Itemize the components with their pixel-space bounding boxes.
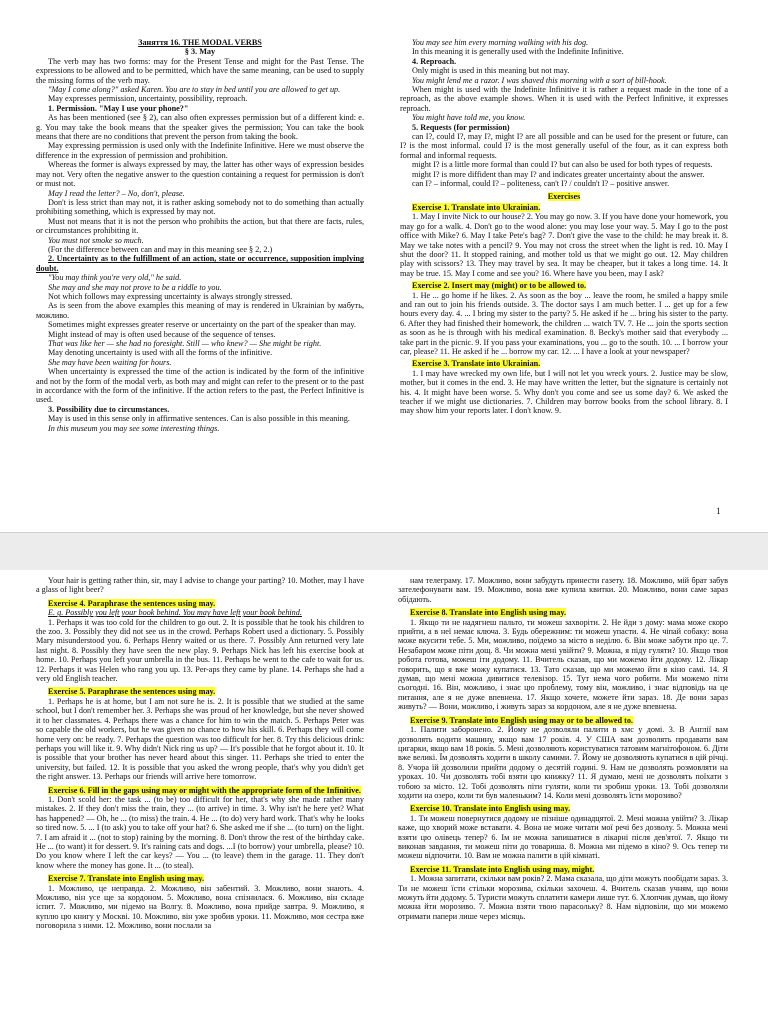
paragraph: can I? – informal, could I? – politeness, can't I? / couldn't I? – positive answer. (412, 179, 670, 189)
subheading: 2. Uncertainty as to the fulfillment of an action, state or occurrence, supposition implying doubt. (36, 254, 364, 273)
page1-left-column (36, 38, 364, 433)
example: You may see him every morning walking with his dog. (412, 38, 589, 47)
exercise-8-text: 1. Якщо ти не надягнеш пальто, ти можеш захворіти. 2. Не йди з дому: мама може скоро прийти, а в неї немає ключа. 3. Будь обережним: ти можеш упасти. 4. Не чіпай собаку: вона може вкусити тебе. 5. Ми, можливо, поїдемо за місто в неділю. 6. Він може забути про це. 7. Незабаром може піти дощ. 8. Чи можна мені увійти? 9. Можна, я піду гуляти? 10. Якщо твоя робота готова, можеш іти додому. 11. Вчитель сказав, що ми можемо йти додому. 12. Лікар говорить, що я вже можу купатися. 13. Тато сказав, що ми можемо йти в кіно самі. 14. Я думав, що мені можна дивитися телевізор. 15. Тут нема чого робити. Ми можемо піти сьогодні. 16. Він, можливо, і знає цю проблему, тому він, можливо, і знає відповідь на це питання, але я не дуже впевнена. 17. Якщо хочете, можете йти зараз. 18. Де вони зараз живуть? — Вони, можливо, і живуть зараз за кордоном, але я не дуже впевнена. (398, 617, 728, 712)
paragraph: Only might is used in this meaning but not may. (412, 66, 570, 76)
exercise-5-title: Exercise 5. Paraphrase the sentences using may. (48, 687, 216, 697)
subheading: 5. Requests (for permission) (412, 122, 510, 132)
section-heading: § 3. May (184, 47, 216, 57)
paragraph: Whereas the former is always expressed by may, the latter has other ways of expression besides may not. Very often the negative answer to the question containing a request for permission is don't or must not. (36, 160, 364, 189)
paragraph: May expresses permission, uncertainty, possibility, reproach. (48, 94, 248, 104)
paragraph: As is seen from the above examples this meaning of may is rendered in Ukrainian by мабуть, можливо. (36, 301, 364, 320)
paragraph: might I? is more diffident than may I? and indicates greater uncertainty about the answer. (412, 169, 705, 179)
paragraph: When might is used with the Indefinite Infinitive it is rather a request made in the tone of a reproach, as the above example shows. When it is used with the Perfect Infinitive, it expresses reproach. (400, 85, 728, 113)
exercise-1-text: 1. May I invite Nick to our house? 2. You may go now. 3. If you have done your homework, you may go for a walk. 4. Don't go to the wood alone: you may lose your way. 5. May I go to the post office with Mike? 6. May I take Pete's bag? 7. Don't give the vase to the child: he may break it. 8. May we take notes with a pencil? 9. You may not cross the street when the light is red. 10. May I shut the door? 11. It stopped raining, and mother told us that we might go out. 12. May children play with scissors? 13. They may travel by sea. It may be cheaper, but it takes a long time. 14. It may be true. 15. May I come and see you? 16. Where have you been, may I ask? (400, 212, 729, 278)
exercise-7-text: 1. Можливо, це неправда. 2. Можливо, він забентий. 3. Можливо, вони знають. 4. Можливо, він усе ще за кордоном. 5. Можливо, вона спізнилася. 6. Можливо, він складе іспит. 7. Можливо, ми підемо на Волгу. 8. Можливо, вона прийде завтра. 9. Можливо, я куплю цю книгу у Москві. 10. Можливо, він уже зробив уроки. 11. Можливо, моя сестра вже поговорила з ними. 12. Можливо, вони послали за (36, 883, 364, 931)
exercise-11-title: Exercise 11. Translate into English using may, might. (410, 864, 595, 874)
paragraph: Your hair is getting rather thin, sir, may I advise to change your parting? 10. Mother, may I have a glass of light beer? (36, 576, 364, 595)
paragraph: May denoting uncertainty is used with all the forms of the infinitive. (48, 348, 273, 358)
lesson-title: Заняття 16. THE MODAL VERBS (138, 38, 262, 47)
exercise-6-title: Exercise 6. Fill in the gaps using may or might with the appropriate form of the Infinitive. (48, 785, 361, 795)
example: "You may think you're very old," he said. (48, 273, 182, 283)
exercise-4-example: E. g. Possibly you left your book behind. You may have left your book behind. (48, 608, 302, 618)
exercise-2-title: Exercise 2. Insert may (might) or to be allowed to. (412, 281, 587, 291)
example: You might have told me, you know. (412, 113, 526, 123)
exercise-9-text: 1. Палити заборонено. 2. Йому не дозволяли палити в хмс у домі. 3. В Англії вам дозволять водити машину, якщо вам 17 років. 4. У США вам дозволять продавати вам цигарки, якщо вам 18 років. 5. Мені дозволяють користуватися татовим магнітофоном. 6. Діти вже великі. Їм дозволять ходити в школу самими. 7. Йому не дозволяють купатися в цій річці. 8. Учора їй дозволили прийти додому о десятій годині. 9. Нам не дозволять розмовляти на уроках. 10. Чи дозволять тобі взяти цю книжку? 11. Я думаю, мені не дозволять поїхати з тобою за місто. 12. Тобі дозволять піти гуляти, коли ти зробиш уроки. 13. Тобі дозволяли ходити на озеро, коли ти був маленьким? 14. Коли мені дозволять їсти морозиво? (398, 725, 728, 800)
paragraph: might I? is a little more formal than could I? but can also be used for both types of requests. (412, 160, 713, 170)
example: May I read the letter? – No, don't, please. (48, 188, 185, 198)
exercise-3-text: 1. I may have wrecked my own life, but I will not let you wreck yours. 2. Justice may be slow, mother, but it comes in the end. 3. He may have written the letter, but the signature is certainly not his. 4. It might have been worse. 5. Why don't you come and see us some day? 6. We asked the teacher if we might use dictionaries. 7. Children may borrow books from the school library. 8. I may show him your reports later. I don't know. 9. (400, 368, 728, 416)
subheading: 4. Reproach. (412, 56, 457, 66)
exercise-10-text: 1. Ти можеш повернутися додому не пізніше одинадцятої. 2. Мені можна увійти? 3. Лікар каже, що хворий може вставати. 4. Вона не може читати мої речі без дозволу. 5. Можна мені взяти цю олівець тепер? 6. Ім не можна запишатися в лікарні після дев'ятої. 7. Якщо ти виконав завдання, ти можеш піти до товариша. 8. Можна ми підемо в кіно? 9. Ось тепер ти можеш відпочити. 10. Вам не можна палити в цій кімнаті. (398, 813, 728, 861)
paragraph: When uncertainty is expressed the time of the action is indicated by the form of the infinitive and not by the form of the modal verb, as both may and might can refer to the present or to the past in accordance with the form of the infinitive. If the action refers to the past, the Perfect Infinitive is used. (36, 367, 364, 405)
paragraph: Sometimes might expresses greater reserve or uncertainty on the part of the speaker than may. (48, 320, 356, 330)
page2-right-column (398, 576, 728, 921)
paragraph: Not which follows may expressing uncertainty is always strongly stressed. (48, 291, 293, 301)
exercise-3-title: Exercise 3. Translate into Ukrainian. (412, 359, 541, 369)
exercise-9-title: Exercise 9. Translate into English using may or to be allowed to. (410, 715, 633, 725)
paragraph: Might instead of may is often used because of the sequence of tenses. (48, 329, 276, 339)
page1-right-column (400, 38, 728, 416)
paragraph: can I?, could I?, may I?, might I? are all possible and can be used for the present or future, can I? is the most informal. could I? is the most generally useful of the four, as it can express both formal and informal requests. (400, 132, 728, 160)
paragraph: The verb may has two forms: may for the Present Tense and might for the Past Tense. The expressions to be allowed and to be permitted, which have the same meaning, can be used to supply the missing forms of the verb may. (36, 56, 364, 85)
paragraph: (For the difference between can and may in this meaning see § 2, 2.) (48, 244, 273, 254)
page2-left-column (36, 576, 364, 931)
subheading: 1. Permission. "May I use your phone?" (48, 103, 189, 113)
exercises-heading: Exercises (547, 191, 581, 201)
paragraph: May expressing permission is used only with the Indefinite Infinitive. Here we must observe the difference in the expression of permission and prohibition. (36, 141, 364, 160)
exercise-7-title: Exercise 7. Translate into English using may. (48, 874, 205, 884)
paragraph: As has been mentioned (see § 2), can also often expresses permission but of a different kind: e. g. You may take the book means that the speaker gives the permission; You can take the book means that there are no conditions that prevent the person from taking the book. (36, 113, 364, 142)
example: She may and she may not prove to be a riddle to you. (48, 282, 222, 292)
paragraph: May is used in this sense only in affirmative sentences. Can is also possible in this meaning. (48, 414, 350, 424)
paragraph: Must not means that it is not the person who prohibits the action, but that there are facts, rules, or circumstances prohibiting it. (36, 216, 364, 236)
exercise-8-title: Exercise 8. Translate into English using may. (410, 608, 567, 618)
page-gap (0, 532, 768, 572)
example: You must not smoke so much. (48, 235, 144, 245)
paragraph: In this meaning it is generally used with the Indefinite Infinitive. (412, 47, 624, 57)
exercise-10-title: Exercise 10. Translate into English using may. (410, 804, 571, 814)
example: You might lend me a razor. I was shaved this morning with a sort of bill-hook. (412, 75, 667, 85)
exercise-4-title: Exercise 4. Paraphrase the sentences using may. (48, 598, 216, 608)
exercise-2-text: 1. He ... go home if he likes. 2. As soon as the boy ... leave the room, he smiled a happy smile and ran out to join his friends outside. 3. The doctor says I am much better. I ... get up for a few hours every day. 4. ... I bring my sister to the party? 5. He asked if he ... bring his sister to the party. 6. After they had finished their homework, the children ... watch TV. 7. He ... join the sports section as soon as he is through with his medical examination. 8. Becky's mother said that everybody ... take part in the picnic. 9. If you pass your examinations, you ... go to the south. 10. ... I borrow your car, please? 11. He asked if he ... borrow my car. 12. ... I have a look at your newspaper? (400, 290, 728, 356)
subheading: 3. Possibility due to circumstances. (48, 404, 170, 414)
exercise-4-text: 1. Perhaps it was too cold for the children to go out. 2. It is possible that he took his children to the zoo. 3. Possibly they did not see us in the crowd. Perhaps Robert used a dictionary. 5. Possibly Mary misunderstood you. 6. Perhaps Henry waited or us there. 7. Possibly Ann returned very late last night. 8. Possibly they have seen the new play. 9. Perhaps Nick has left his exercise book at home. 10. Perhaps you left your umbrella in the bus. 11. Perhaps he went to the cafe to wait for us. 12. Perhaps it was Helen who rang you up. 13. Per-aps they came by plane. 14. Perhaps she had a very old English teacher. (36, 617, 364, 684)
exercise-11-text: 1. Можна запитати, скільки вам років? 2. Мама сказала, що діти можуть пообідати зараз. 3. Ти не можеш їсти стільки морозива, скільки захочеш. 4. Вчитель сказав учням, що вони можуть йти додому. 5. Туристи можуть сплатити камери лише тут. 6. Хлопчик думав, що йому можна йти морозиво. 7. Можна взяти твою парасольку? 8. Нам відповіли, що ми можемо отримати папери лише через місяць. (398, 874, 728, 921)
exercise-1-title: Exercise 1. Translate into Ukrainian. (412, 202, 541, 212)
paragraph: нам телеграму. 17. Можливо, вони забудуть принести газету. 18. Можливо, мій брат забув зателефонувати вам. 19. Можливо, вона вже купила квитки. 20. Можливо, вони саме зараз обідають. (398, 576, 728, 604)
example: In this museum you may see some interesting things. (48, 423, 220, 433)
page-number: 1 (716, 506, 721, 516)
example: "May I come along?" asked Karen. You are to stay in bed until you are allowed to get up. (48, 85, 341, 95)
exercise-6-text: 1. Don't scold her: the task ... (to be) too difficult for her, that's why she made rather many mistakes. 2. If they don't miss the train, they ... (to arrive) in time. 3. Why isn't he here yet? What has happened? — Oh, he ... (to miss) the train. 4. He ... (to do) very hard work. That's why he looks so tired now. 5. ... I (to ask) you to take off your hat? 6. She asked me if she ... (to turn) on the light. 7. I am afraid it ... (not to stop) raining by the morning. 8. Don't throw the rest of the birthday cake. He ... (to want) it for dessert. 9. It's raining cats and dogs. ...I (to borrow) your umbrella, please? 10. Do you know where I left the car keys? — You ... (to leave) them in the garage. 11. They don't know where the money has gone. It ... (to steal). (36, 794, 364, 870)
example: She may have been waiting for hours. (48, 357, 172, 367)
example: That was like her — she had no foresight. Still — who knew? — She might be right. (48, 339, 322, 348)
exercise-5-text: 1. Perhaps he is at home, but I am not sure he is. 2. It is possible that we studied at the same school, but I don't remember her. 3. Perhaps she was proud of her knowledge, but she never showed it to her classmates. 4. Perhaps there was a chance for him to win the match. 5. Perhaps Peter was so capable the old workers, but he was given no chance to how his skill. 6. Perhaps they will come home very on: be ready. 7. Perhaps the question was too difficult for her. 8. Try this delicious drink: perhaps you will like it. 9. Why didn't Nick ring us up? — It's possible that he forgot about it. 10. It is possible that your brother has never heard about this singer. 11. Perhaps she tried to enter the university, but failed. 12. It is possible that you asked the wrong people, that's why you didn't get the right answer. 13. Perhaps our friends will arrive here tomorrow. (36, 696, 364, 782)
paragraph: Don't is less strict than may not, it is rather asking somebody not to do something than actually prohibiting something, which is expressed by may not. (36, 197, 364, 217)
